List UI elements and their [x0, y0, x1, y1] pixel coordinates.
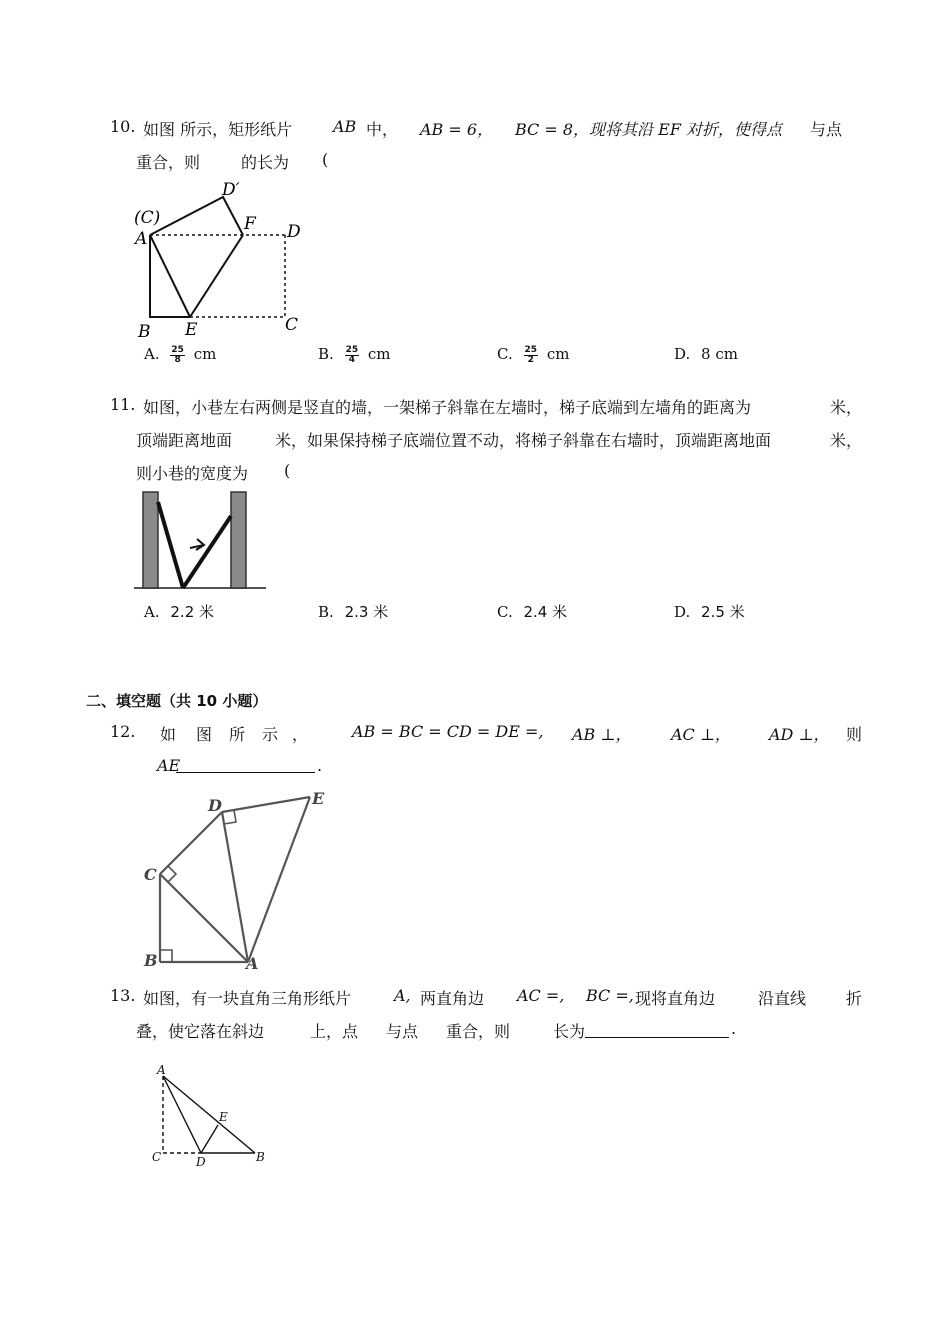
q11-arrow-head — [196, 539, 204, 550]
q11-option-d-value: 2.5 — [701, 603, 725, 621]
q10-figure — [130, 175, 310, 345]
q10-option-c-fraction — [524, 346, 539, 365]
q11-paren: ( — [284, 461, 291, 480]
q11-option-c-letter: C. — [497, 603, 513, 621]
q11-ladder-right — [183, 516, 231, 588]
q12-char-tu: 图 — [196, 725, 213, 744]
q10-option-b-den: 4 — [348, 354, 355, 365]
q13-ac: AC =, — [517, 986, 565, 1005]
q13-text-line2a: 叠，使它落在斜边 — [136, 1022, 265, 1041]
q11-text-line1: 如图，小巷左右两侧是竖直的墙，一架梯子斜靠在左墙时，梯子底端到左墙角的距离为 — [143, 398, 752, 417]
q11-option-b-value: 2.3 — [344, 603, 369, 621]
q10-option-b-letter: B. — [318, 345, 334, 363]
q11-option-d-letter: D. — [674, 603, 691, 621]
q10-option-a-letter: A. — [144, 345, 160, 363]
q12-right-angle-b — [160, 950, 172, 962]
q12-period: . — [317, 756, 323, 775]
q11-mi2: 米， — [830, 431, 863, 450]
q10-option-b-unit: cm — [367, 345, 391, 363]
q10-option-a-fraction — [170, 346, 185, 365]
q12-char-suo: 所 — [229, 725, 246, 744]
q13-label-e: E — [219, 1110, 228, 1124]
q11-text-line3: 则小巷的宽度为 — [136, 464, 249, 483]
q10-paren: ( — [322, 150, 329, 169]
q10-option-d[interactable] — [674, 345, 738, 363]
q13-figure — [145, 1062, 275, 1172]
q10-ab: AB — [333, 117, 357, 136]
q13-de-line — [201, 1125, 218, 1153]
q10-label-b: B — [138, 322, 151, 342]
q13-ab-line — [163, 1076, 255, 1153]
q13-a: A, — [394, 986, 411, 1005]
q10-option-c-den: 2 — [527, 354, 534, 365]
q10-number: 10. — [110, 117, 136, 136]
q10-label-f: F — [244, 214, 256, 234]
q12-de-line — [222, 797, 310, 812]
q12-right-angle-c — [168, 866, 176, 882]
q12-figure — [140, 785, 340, 975]
q10-label-dprime: D′ — [222, 180, 240, 200]
q12-label-d: D — [208, 796, 222, 815]
q10-zhong: 中， — [366, 120, 399, 139]
q12-comma: ， — [292, 725, 309, 744]
q10-option-a-unit: cm — [193, 345, 217, 363]
q12-label-a: A — [246, 954, 259, 973]
q11-option-b-unit: 米 — [373, 603, 389, 621]
q12-label-b: B — [144, 951, 158, 970]
q12-ae-line — [248, 797, 310, 962]
q10-option-a-den: 8 — [174, 354, 181, 365]
q13-label-b: B — [256, 1150, 265, 1164]
q12-ze: 则 — [846, 725, 863, 744]
q12-equalities: AB = BC = CD = DE =, — [352, 722, 544, 741]
q12-ae-label: AE — [157, 756, 181, 775]
q10-option-d-letter: D. — [674, 345, 691, 363]
q11-option-a[interactable] — [144, 601, 214, 622]
q13-label-c: C — [152, 1150, 162, 1164]
q10-folded-edges — [150, 197, 243, 235]
q10-option-a-num: 25 — [171, 344, 184, 355]
q13-text-line1a: 如图，有一块直角三角形纸片 — [143, 989, 352, 1008]
q10-text-line1: 如图 所示，矩形纸片 — [143, 120, 293, 139]
q10-option-c-num: 25 — [524, 344, 538, 355]
q10-ef-line — [190, 235, 243, 317]
q10-text-line2b: 的长为 — [241, 153, 290, 172]
q10-option-b-num: 25 — [345, 344, 359, 355]
q11-option-d[interactable] — [674, 601, 745, 622]
q13-chonghe: 重合，则 — [446, 1022, 511, 1041]
q11-option-a-letter: A. — [144, 603, 160, 621]
q11-text-line2b: 米，如果保持梯子底端位置不动，将梯子斜靠在右墙时，顶端距离地面 — [275, 431, 772, 450]
q13-yudian: 与点 — [386, 1022, 419, 1041]
q11-left-wall — [143, 492, 158, 588]
q11-figure — [130, 488, 270, 596]
q10-label-d: D — [287, 222, 301, 242]
q11-option-c[interactable] — [497, 601, 567, 622]
q11-option-b[interactable] — [318, 601, 388, 622]
q10-option-b-fraction — [345, 346, 360, 365]
q10-ab-eq: AB = 6， — [420, 120, 494, 139]
q13-shang: 上，点 — [310, 1022, 359, 1041]
q12-answer-blank[interactable] — [176, 754, 315, 773]
q10-text-line2a: 重合，则 — [136, 153, 201, 172]
q13-liangzhi: 两直角边 — [420, 989, 485, 1008]
q10-label-e: E — [185, 320, 198, 340]
q11-option-d-unit: 米 — [729, 603, 745, 621]
q10-label-a: A — [135, 229, 148, 249]
q10-option-d-value: 8 cm — [701, 345, 738, 363]
q12-cd-line — [160, 812, 222, 874]
q10-option-a[interactable] — [144, 345, 216, 365]
q13-zhe: 折 — [846, 989, 863, 1008]
q11-ladder-left — [158, 502, 183, 588]
q11-number: 11. — [110, 395, 136, 414]
section-title-fill-blank: 二、填空题（共 10 小题） — [86, 692, 268, 710]
q12-label-c: C — [144, 865, 157, 884]
q11-option-b-letter: B. — [318, 603, 334, 621]
q10-yudian: 与点 — [810, 120, 843, 139]
q11-option-a-unit: 米 — [199, 603, 215, 621]
q11-option-c-unit: 米 — [552, 603, 568, 621]
q10-option-b[interactable] — [318, 345, 391, 365]
q13-text-line1b: 现将直角边 — [635, 989, 716, 1008]
q13-period: . — [731, 1019, 737, 1038]
q10-label-c-paren: (C) — [134, 208, 161, 228]
q10-label-c: C — [285, 315, 299, 335]
q13-bc: BC =, — [586, 986, 634, 1005]
q13-label-a: A — [157, 1063, 166, 1077]
q10-option-c-unit: cm — [546, 345, 570, 363]
q12-label-e: E — [312, 789, 325, 808]
q12-char-ru: 如 — [160, 725, 177, 744]
q13-number: 13. — [110, 986, 136, 1005]
q12-ab-perp: AB ⊥， — [572, 725, 632, 744]
q12-number: 12. — [110, 722, 136, 741]
q12-ad-perp: AD ⊥， — [769, 725, 830, 744]
q13-answer-blank[interactable] — [585, 1019, 729, 1038]
q13-yanzhi: 沿直线 — [758, 989, 807, 1008]
q13-label-d: D — [196, 1155, 206, 1169]
q11-mi1: 米， — [830, 398, 863, 417]
q12-char-shi: 示 — [262, 725, 279, 744]
q10-bc-eq: BC = 8，现将其沿 EF 对折，使得点 — [515, 120, 783, 139]
q13-changwei: 长为 — [553, 1022, 586, 1041]
q11-right-wall — [231, 492, 246, 588]
q11-option-a-value: 2.2 — [170, 603, 195, 621]
q13-ad-line — [163, 1076, 201, 1153]
q10-option-c[interactable] — [497, 345, 569, 365]
q12-ac-perp: AC ⊥， — [671, 725, 731, 744]
q11-option-c-value: 2.4 — [523, 603, 548, 621]
q10-ae-line — [150, 235, 190, 317]
q10-option-c-letter: C. — [497, 345, 513, 363]
q11-text-line2a: 顶端距离地面 — [136, 431, 233, 450]
